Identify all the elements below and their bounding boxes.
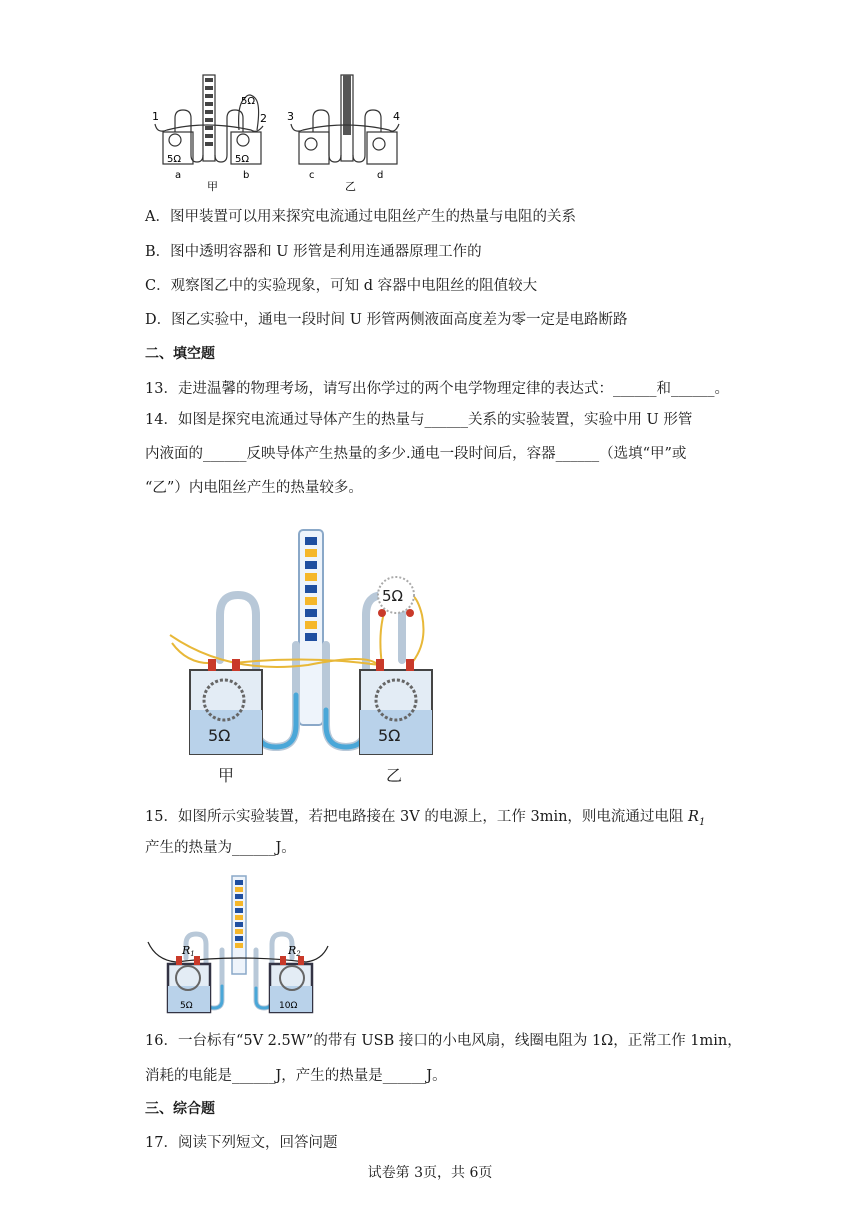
question-16-line-2: 消耗的电能是______J，产生的热量是______J。	[145, 1068, 447, 1084]
section-heading-fill-in: 二、填空题	[145, 346, 215, 362]
container-b-label: b	[243, 170, 250, 181]
resistor-left-label: 5Ω	[208, 726, 231, 745]
resistor-left-label: 5Ω	[180, 1001, 193, 1011]
terminal-2: 2	[260, 112, 267, 125]
r2-label: R2	[288, 944, 301, 958]
figure-1-joule-apparatus	[145, 70, 415, 196]
section-heading-comprehensive: 三、综合题	[145, 1101, 215, 1117]
resistor-right-label: 5Ω	[378, 726, 401, 745]
option-d: D．图乙实验中，通电一段时间 U 形管两侧液面高度差为零一定是电路断路	[145, 312, 628, 328]
outside-resistor-label: 5Ω	[382, 587, 404, 605]
terminal-1: 1	[152, 110, 159, 123]
option-b: B．图中透明容器和 U 形管是利用连通器原理工作的	[145, 244, 482, 260]
figure-2-caption-jia: 甲	[218, 766, 235, 785]
figure-2-caption-yi: 乙	[386, 766, 403, 785]
container-a-label: a	[175, 170, 182, 181]
terminal-4: 4	[393, 110, 400, 123]
question-16-line-1: 16．一台标有“5V 2.5W”的带有 USB 接口的小电风扇，线圈电阻为 1Ω，正常工作 1min，	[145, 1033, 742, 1049]
terminal-3: 3	[287, 110, 294, 123]
r1-label: R1	[182, 944, 195, 958]
resistor-a-label: 5Ω	[167, 154, 182, 165]
resistor-b-label: 5Ω	[235, 154, 250, 165]
figure-1-left	[155, 75, 263, 164]
figure-1-right	[291, 75, 399, 164]
figure-1-caption-jia: 甲	[207, 180, 218, 193]
resistor-subscript: 1	[698, 816, 706, 828]
question-14-line-2: 内液面的______反映导体产生热量的多少.通电一段时间后，容器______（选填“甲”或	[145, 446, 687, 462]
resistor-right-label: 10Ω	[279, 1001, 298, 1011]
question-14-line-3: “乙”）内电阻丝产生的热量较多。	[145, 480, 363, 496]
question-13: 13．走进温馨的物理考场，请写出你学过的两个电学物理定律的表达式：______和______。	[145, 381, 729, 397]
resistor-symbol: R	[688, 809, 699, 825]
question-17: 17．阅读下列短文，回答问题	[145, 1135, 338, 1151]
question-15-line-1	[145, 807, 705, 833]
figure-3-joule-apparatus	[146, 872, 332, 1024]
container-c-label: c	[309, 170, 315, 181]
figure-1-caption-yi: 乙	[345, 180, 356, 193]
question-15-text: 15．如图所示实验装置，若把电路接在 3V 的电源上，工作 3min，则电流通过电阻	[145, 809, 689, 825]
option-a: A．图甲装置可以用来探究电流通过电阻丝产生的热量与电阻的关系	[145, 209, 576, 225]
page-footer: 试卷第 3页，共 6页	[367, 1165, 493, 1181]
question-15-line-2: 产生的热量为______J。	[145, 840, 296, 856]
container-d-label: d	[377, 170, 384, 181]
outside-resistor-label: 5Ω	[241, 96, 256, 107]
figure-2-joule-apparatus	[168, 525, 458, 790]
question-14-line-1: 14．如图是探究电流通过导体产生的热量与______关系的实验装置，实验中用 U 形管	[145, 412, 693, 428]
option-c: C．观察图乙中的实验现象，可知 d 容器中电阻丝的阻值较大	[145, 278, 538, 294]
